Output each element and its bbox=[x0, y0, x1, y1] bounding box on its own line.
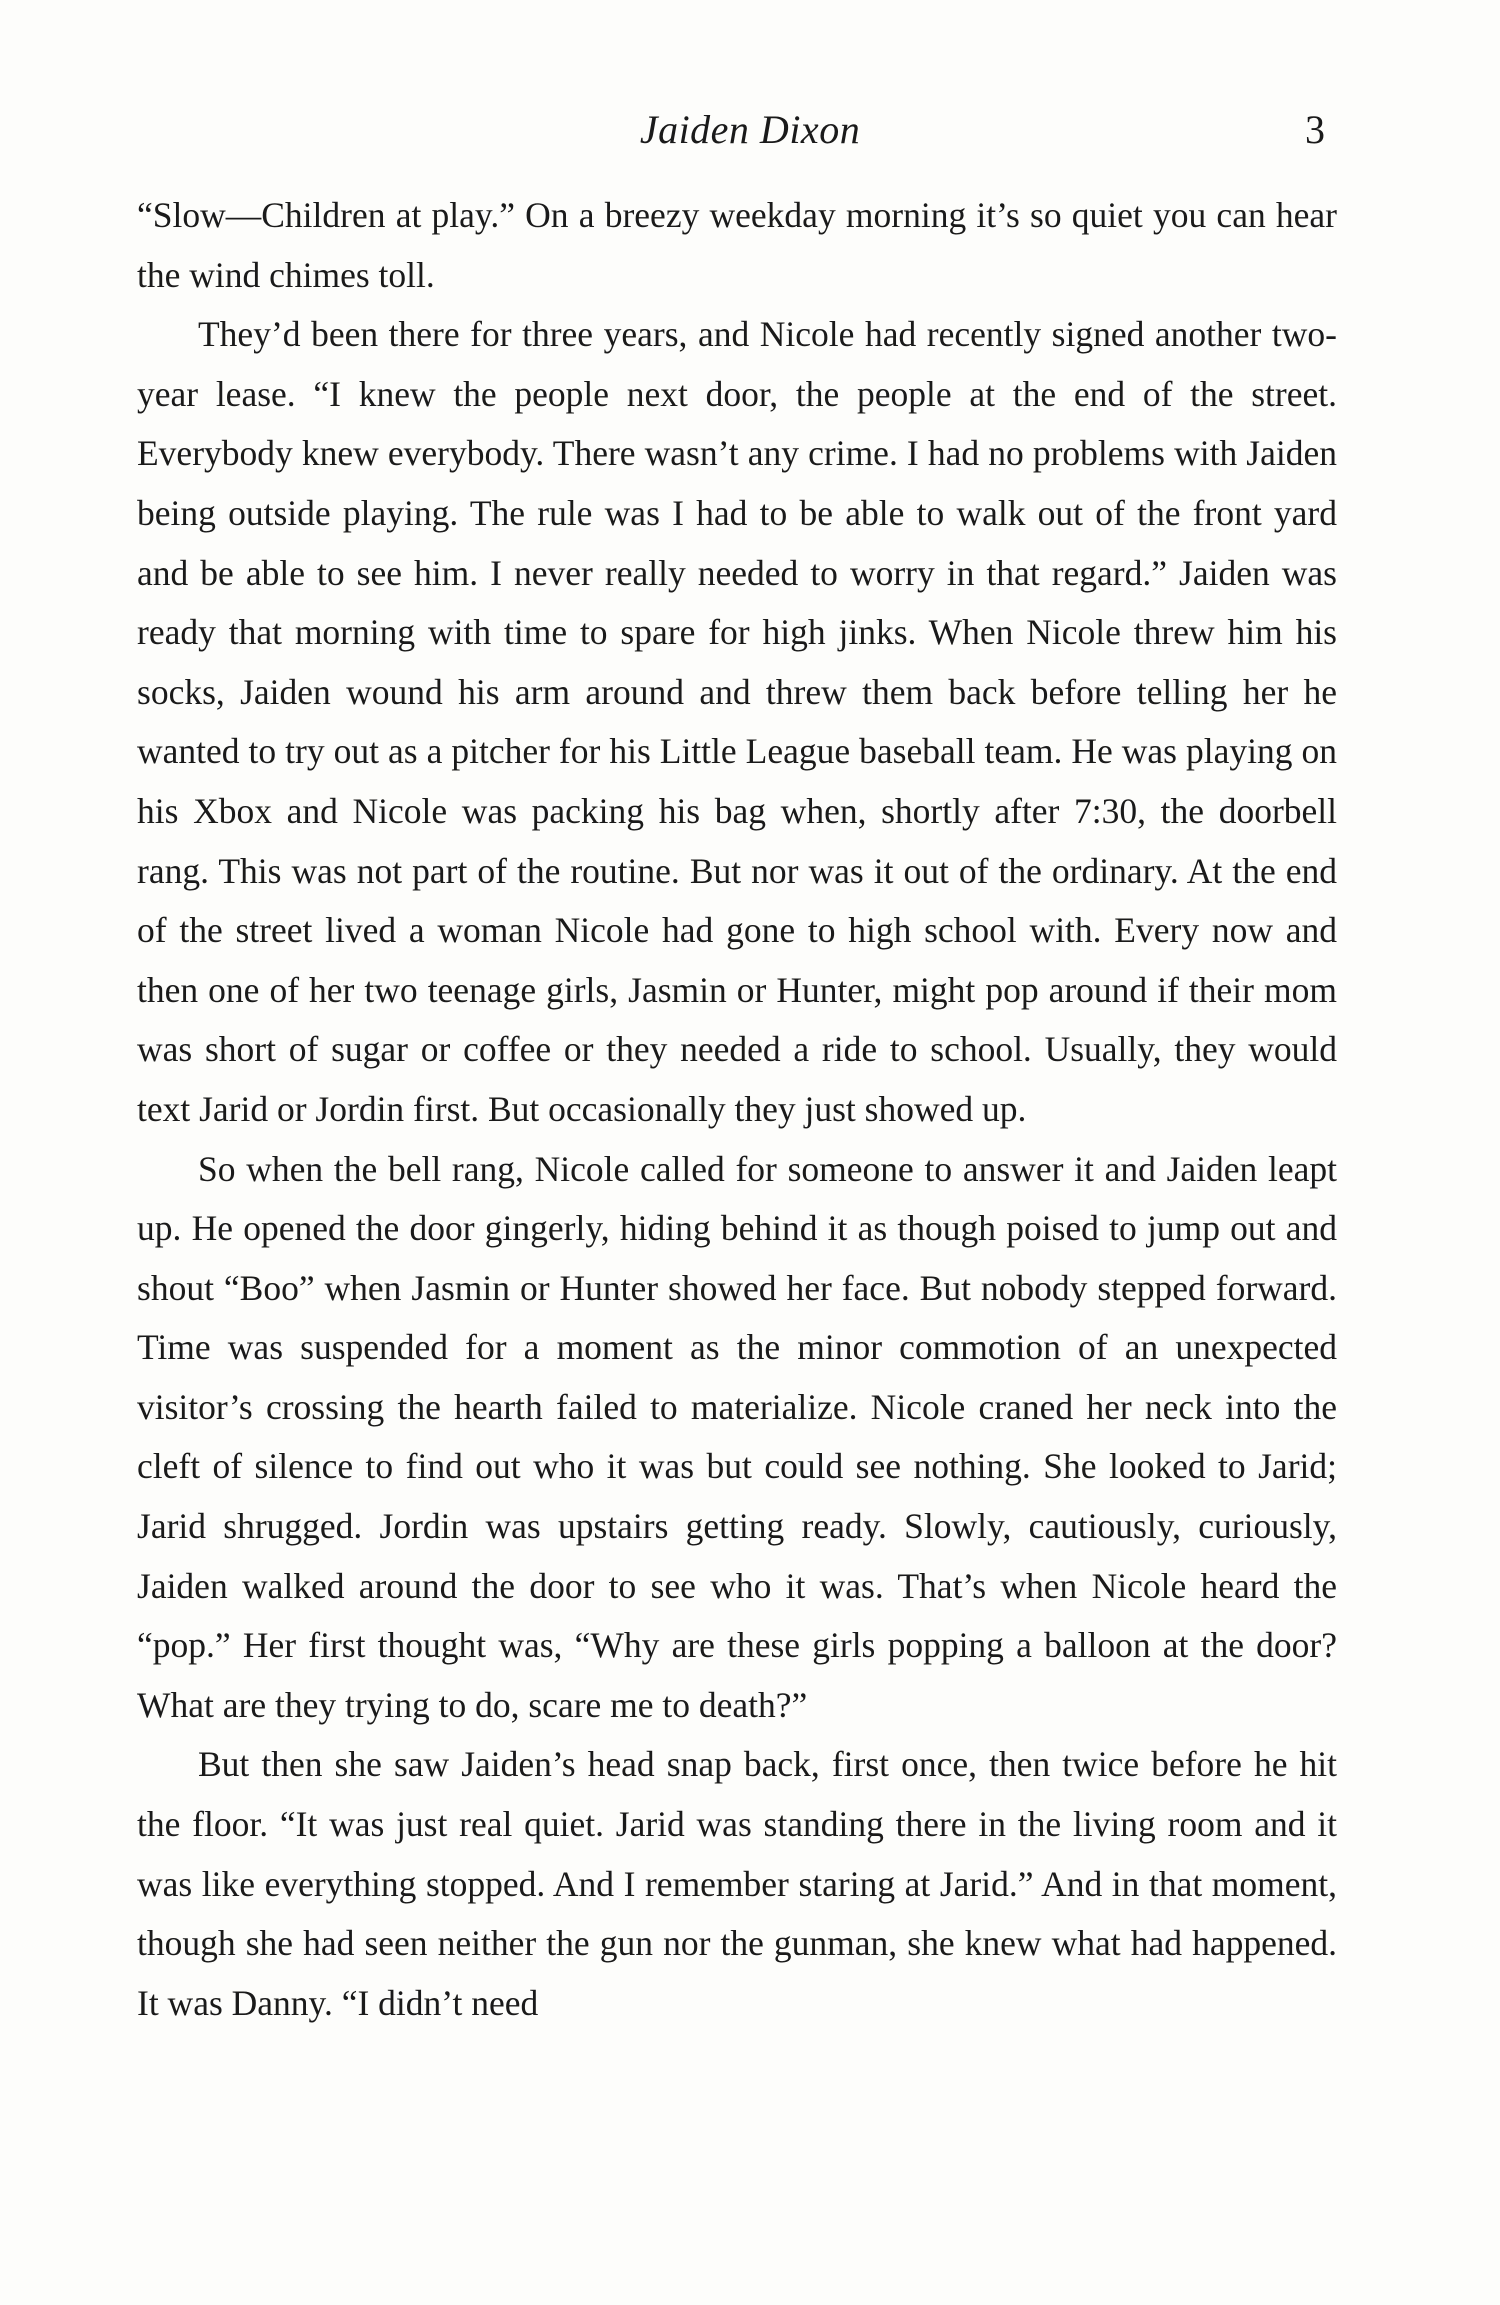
paragraph: So when the bell rang, Nicole called for someone to answer it and Jaiden leapt up. He opened the door gingerly, hiding behind it as though poised to jump out and shout “Boo” when Jasmin or Hunter showed her face. But nobody stepped forward. Time was suspended for a moment as the minor commotion of an unexpected visitor’s crossing the hearth failed to materialize. Nicole craned her neck into the cleft of silence to find out who it was but could see nothing. She looked to Jarid; Jarid shrugged. Jordin was upstairs getting ready. Slowly, cautiously, curiously, Jaiden walked around the door to see who it was. That’s when Nicole heard the “pop.” Her first thought was, “Why are these girls popping a balloon at the door? What are they trying to do, scare me to death?” bbox=[137, 1148, 1337, 1725]
page-number: 3 bbox=[1305, 107, 1325, 152]
running-title: Jaiden Dixon bbox=[639, 107, 861, 152]
paragraph: They’d been there for three years, and Nicole had recently signed another two-year lease. “I knew the people next door, the people at the end of the street. Everybody knew everybody. There wasn’t any crime. I had no problems with Jaiden being outside playing. The rule was I had to be able to walk out of the front yard and be able to see him. I never really needed to worry in that regard.” Jaiden was ready that morning with time to spare for high jinks. When Nicole threw him his socks, Jaiden wound his arm around and threw them back before telling her he wanted to try out as a pitcher for his Little League baseball team. He was playing on his Xbox and Nicole was packing his bag when, shortly after 7:30, the doorbell rang. This was not part of the routine. But nor was it out of the ordinary. At the end of the street lived a woman Nicole had gone to high school with. Every now and then one of her two teenage girls, Jasmin or Hunter, might pop around if their mom was short of sugar or coffee or they needed a ride to school. Usually, they would text Jarid or Jordin first. But occasionally they just showed up. bbox=[137, 314, 1337, 1129]
body-text bbox=[137, 186, 1337, 2033]
paragraph-continuation: “Slow—Children at play.” On a breezy weekday morning it’s so quiet you can hear the wind chimes toll. bbox=[137, 195, 1337, 295]
paragraph: But then she saw Jaiden’s head snap back, first once, then twice before he hit the floor. “It was just real quiet. Jarid was standing there in the living room and it was like everything stopped. And I remember staring at Jarid.” And in that moment, though she had seen neither the gun nor the gunman, she knew what had happened. It was Danny. “I didn’t need bbox=[137, 1744, 1337, 2023]
running-head bbox=[0, 100, 1500, 160]
